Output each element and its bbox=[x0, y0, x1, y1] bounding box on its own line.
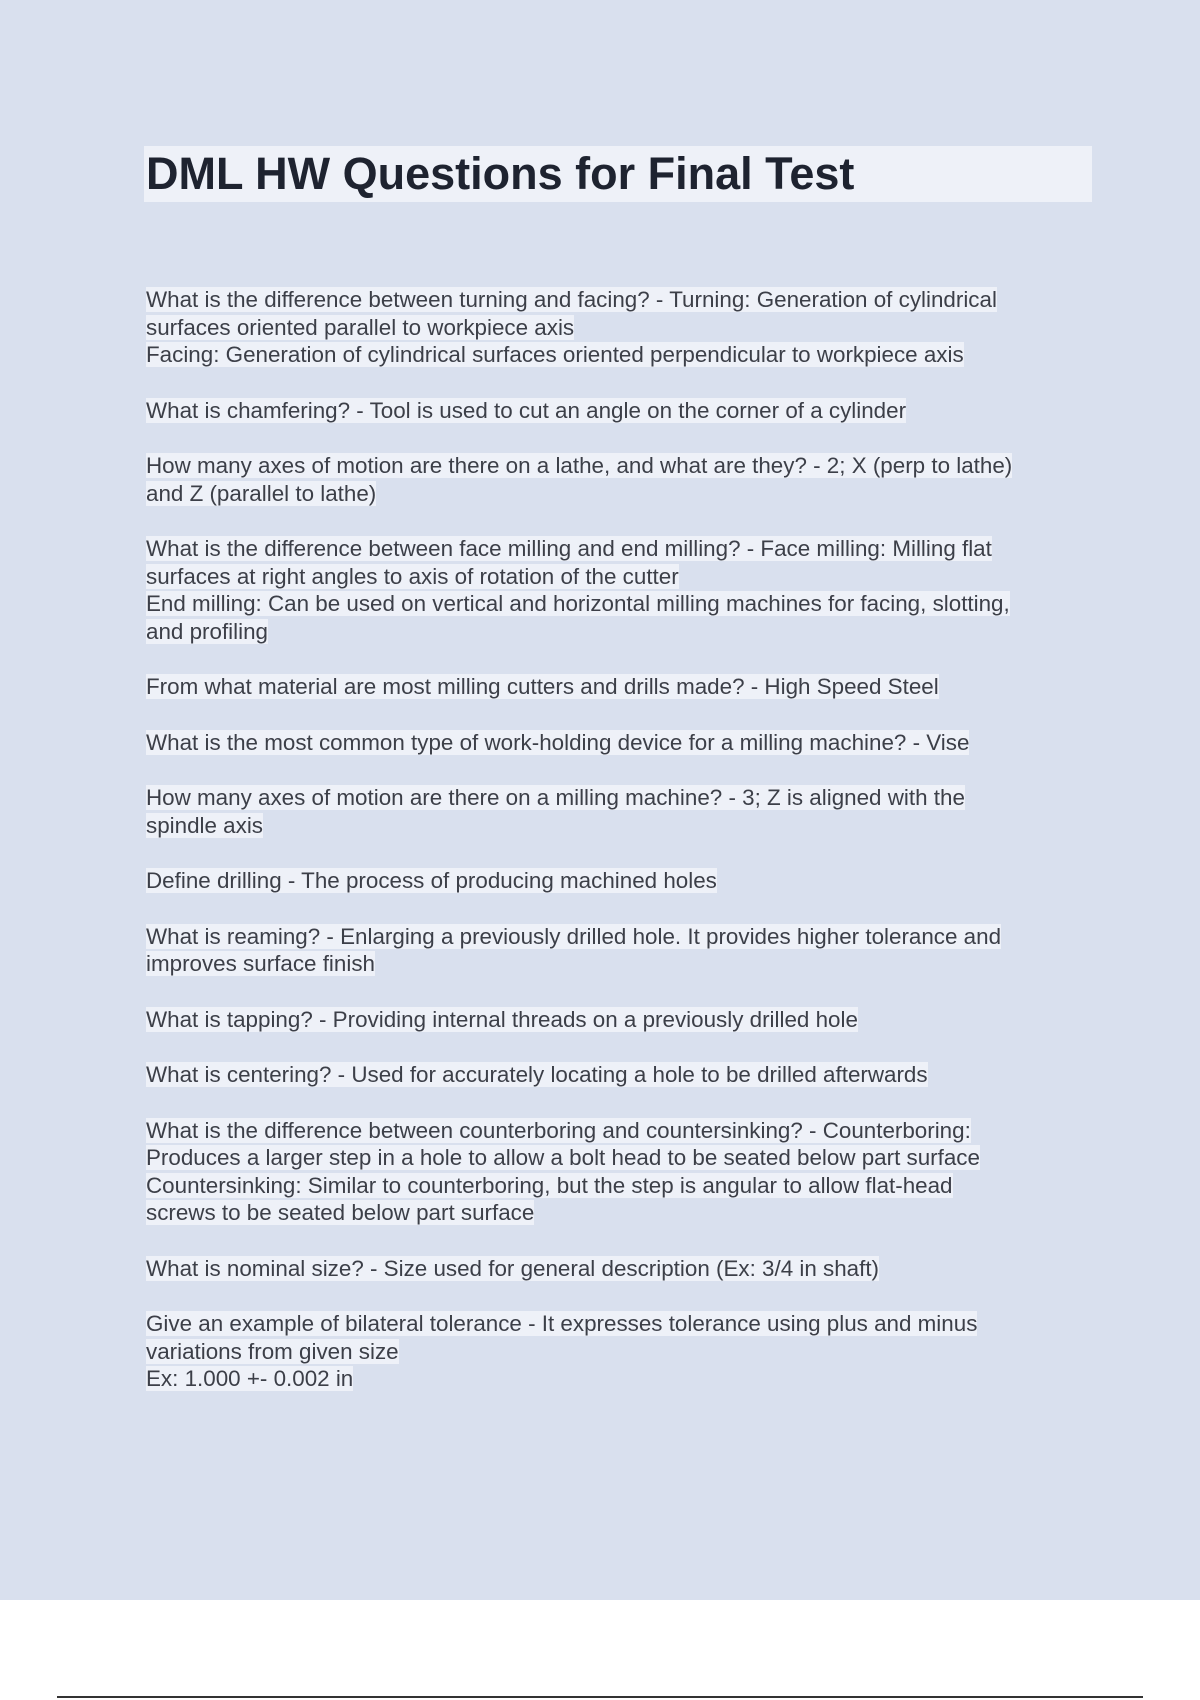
qa-item bbox=[146, 535, 1096, 645]
qa-line bbox=[146, 397, 1096, 425]
qa-line bbox=[146, 314, 1096, 342]
qa-item bbox=[146, 1255, 1096, 1283]
qa-item bbox=[146, 1310, 1096, 1393]
qa-line bbox=[146, 1006, 1096, 1034]
qa-line bbox=[146, 729, 1096, 757]
qa-line-text: How many axes of motion are there on a milling machine? - 3; Z is aligned with the bbox=[146, 785, 965, 810]
qa-line-text: variations from given size bbox=[146, 1338, 399, 1364]
qa-line-text: What is the difference between counterboring and countersinking? - Counterboring: bbox=[146, 1117, 971, 1143]
qa-item bbox=[146, 867, 1096, 895]
qa-line-text: screws to be seated below part surface bbox=[146, 1200, 535, 1225]
qa-line bbox=[146, 1199, 1096, 1227]
qa-line-text: Produces a larger step in a hole to allow a bolt head to be seated below part surface bbox=[146, 1145, 980, 1170]
qa-line-text: Ex: 1.000 +- 0.002 in bbox=[146, 1366, 354, 1391]
qa-line-text: How many axes of motion are there on a lathe, and what are they? - 2; X (perp to lathe) bbox=[146, 453, 1013, 478]
qa-line-text: From what material are most milling cutters and drills made? - High Speed Steel bbox=[146, 674, 939, 699]
qa-line-text: What is the most common type of work-holding device for a milling machine? - Vise bbox=[146, 729, 970, 755]
qa-line bbox=[146, 673, 1096, 701]
qa-item bbox=[146, 286, 1096, 369]
qa-line-text: Define drilling - The process of producing machined holes bbox=[146, 868, 717, 893]
qa-line bbox=[146, 1338, 1096, 1366]
qa-line-text: What is reaming? - Enlarging a previously drilled hole. It provides higher tolerance and bbox=[146, 923, 1002, 949]
qa-line-text: improves surface finish bbox=[146, 951, 375, 976]
qa-line-text: Facing: Generation of cylindrical surfaces oriented perpendicular to workpiece axis bbox=[146, 342, 964, 367]
qa-item bbox=[146, 784, 1096, 839]
qa-line bbox=[146, 1255, 1096, 1283]
qa-line-text: and Z (parallel to lathe) bbox=[146, 480, 377, 506]
qa-line-text: Countersinking: Similar to counterboring, but the step is angular to allow flat-head bbox=[146, 1172, 953, 1198]
qa-line-text: End milling: Can be used on vertical and horizontal milling machines for facing, slotting, bbox=[146, 591, 1010, 616]
qa-line-text: What is chamfering? - Tool is used to cut an angle on the corner of a cylinder bbox=[146, 397, 907, 423]
qa-item bbox=[146, 673, 1096, 701]
qa-line bbox=[146, 590, 1096, 618]
qa-line bbox=[146, 1310, 1096, 1338]
qa-line-text: What is tapping? - Providing internal threads on a previously drilled hole bbox=[146, 1006, 858, 1032]
qa-item bbox=[146, 1117, 1096, 1227]
qa-line bbox=[146, 535, 1096, 563]
qa-line bbox=[146, 286, 1096, 314]
qa-item bbox=[146, 397, 1096, 425]
qa-line bbox=[146, 1061, 1096, 1089]
qa-line-text: Give an example of bilateral tolerance - It expresses tolerance using plus and minus bbox=[146, 1311, 978, 1336]
qa-line bbox=[146, 784, 1096, 812]
qa-line bbox=[146, 950, 1096, 978]
qa-line-text: What is centering? - Used for accurately locating a hole to be drilled afterwards bbox=[146, 1062, 928, 1087]
qa-line-text: What is the difference between face milling and end milling? - Face milling: Milling flat bbox=[146, 536, 992, 561]
qa-line-text: surfaces at right angles to axis of rotation of the cutter bbox=[146, 563, 679, 589]
qa-line-text: surfaces oriented parallel to workpiece axis bbox=[146, 314, 575, 340]
qa-line bbox=[146, 480, 1096, 508]
qa-line bbox=[146, 812, 1096, 840]
qa-item bbox=[146, 1061, 1096, 1089]
qa-item bbox=[146, 452, 1096, 507]
qa-line-text: What is nominal size? - Size used for general description (Ex: 3/4 in shaft) bbox=[146, 1255, 880, 1281]
qa-list bbox=[146, 286, 1096, 1421]
qa-line bbox=[146, 867, 1096, 895]
qa-line bbox=[146, 452, 1096, 480]
qa-line bbox=[146, 1172, 1096, 1200]
qa-line bbox=[146, 923, 1096, 951]
qa-line-text: spindle axis bbox=[146, 812, 263, 838]
qa-item bbox=[146, 923, 1096, 978]
qa-line-text: What is the difference between turning and facing? - Turning: Generation of cylindrical bbox=[146, 287, 997, 312]
qa-item bbox=[146, 729, 1096, 757]
qa-line bbox=[146, 618, 1096, 646]
qa-line bbox=[146, 1144, 1096, 1172]
qa-item bbox=[146, 1006, 1096, 1034]
qa-line bbox=[146, 341, 1096, 369]
qa-line bbox=[146, 563, 1096, 591]
qa-line-text: and profiling bbox=[146, 618, 268, 644]
footer-divider bbox=[57, 1696, 1143, 1698]
qa-line bbox=[146, 1117, 1096, 1145]
document-title: DML HW Questions for Final Test bbox=[146, 148, 855, 199]
qa-line bbox=[146, 1365, 1096, 1393]
